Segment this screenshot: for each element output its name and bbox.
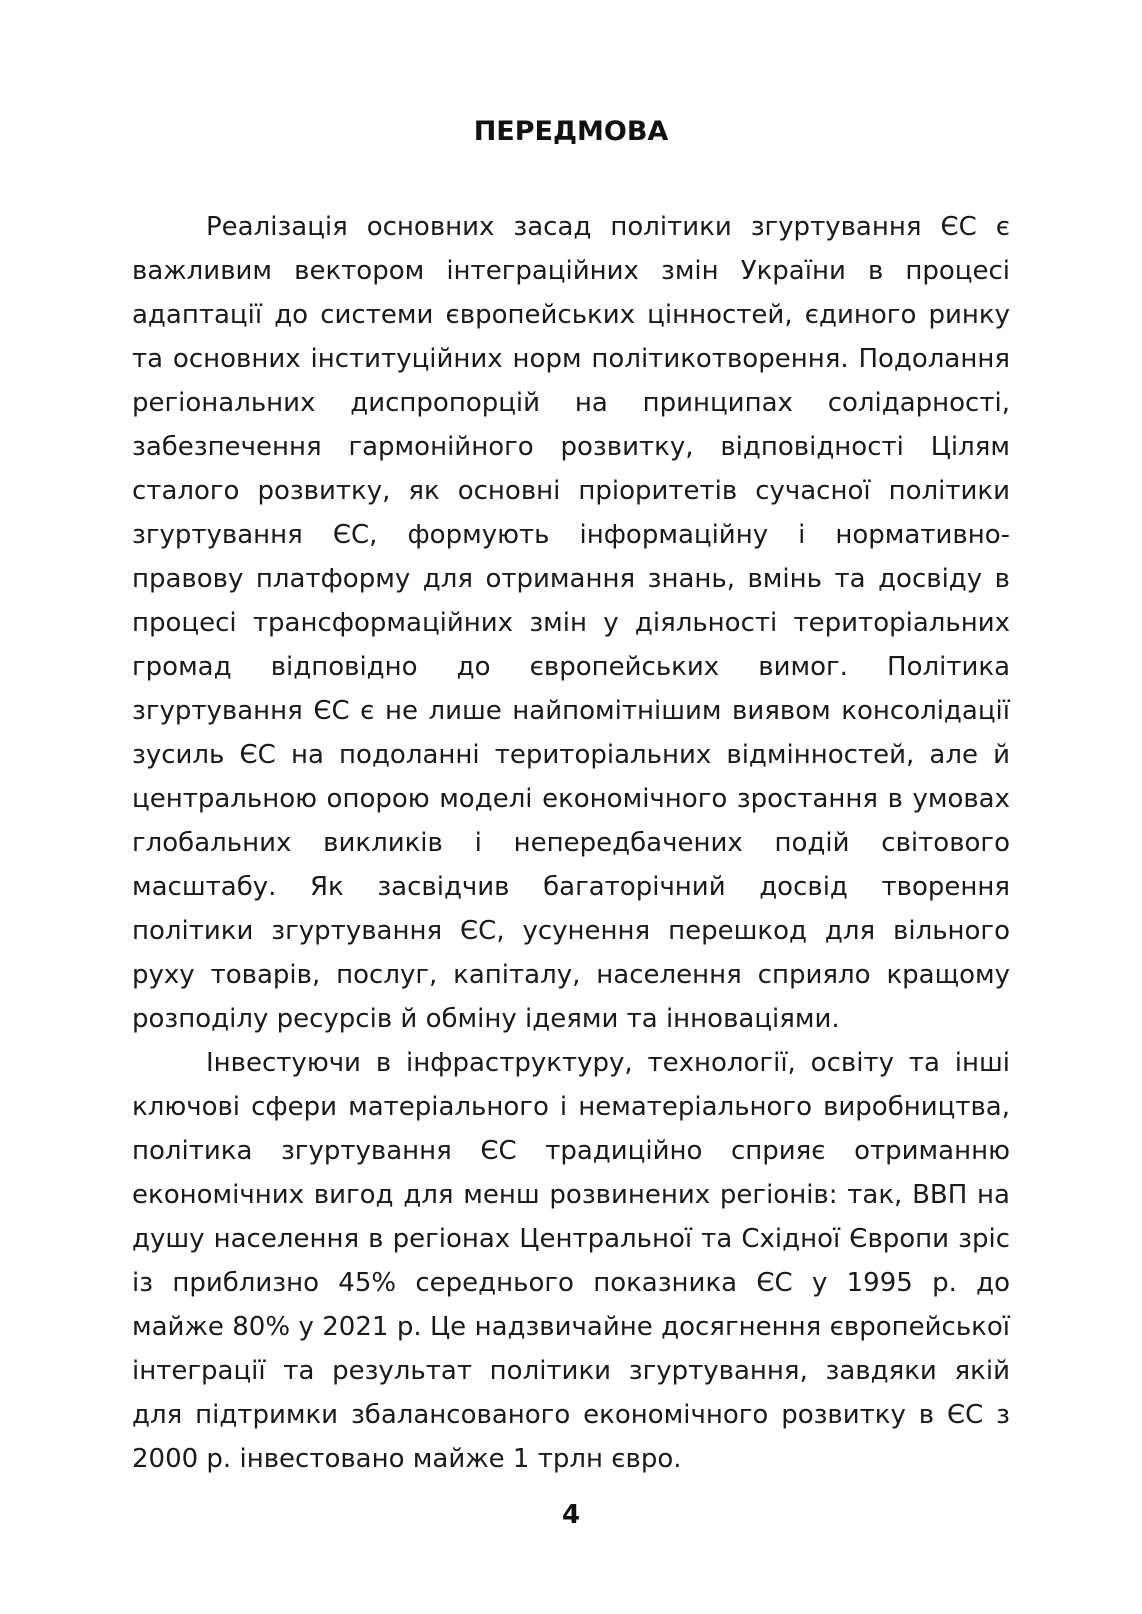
page-number: 4 <box>561 1500 581 1530</box>
page-title: ПЕРЕДМОВА <box>473 116 669 147</box>
body-text <box>132 205 1010 1481</box>
paragraph-2: Інвестуючи в інфраструктуру, технології, освіту та інші ключові сфери матеріального і нематеріального виробництва, політика згуртування ЄС традиційно сприяє отриманню економічних вигод для менш розвинених регіонів: так, ВВП на душу населення в регіонах Центральної та Східної Європи зріс із приблизно 45% середнього показника ЄС у 1995 р. до майже 80% у 2021 р. Це надзвичайне досягнення європейської інтеграції та результат політики згуртування, завдяки якій для підтримки збалансованого економічного розвитку в ЄС з 2000 р. інвестовано майже 1 трлн євро. <box>132 1048 1010 1474</box>
paragraph-1: Реалізація основних засад політики згуртування ЄС є важливим вектором інтеграційних змін України в процесі адаптації до системи європейських цінностей, єдиного ринку та основних інституційних норм політикотворення. Подолання регіональних диспропорцій на принципах солідарності, забезпечення гармонійного розвитку, відповідності Цілям сталого розвитку, як основні пріоритетів сучасної політики згуртування ЄС, формують інформаційну і нормативно-правову платформу для отримання знань, вмінь та досвіду в процесі трансформаційних змін у діяльності територіальних громад відповідно до європейських вимог. Політика згуртування ЄС є не лише найпомітнішим виявом консолідації зусиль ЄС на подоланні територіальних відмінностей, але й центральною опорою моделі економічного зростання в умовах глобальних викликів і непередбачених подій світового масштабу. Як засвідчив багаторічний досвід творення політики згуртування ЄС, усунення перешкод для вільного руху товарів, послуг, капіталу, населення сприяло кращому розподілу ресурсів й обміну ідеями та інноваціями. <box>132 212 1010 1034</box>
